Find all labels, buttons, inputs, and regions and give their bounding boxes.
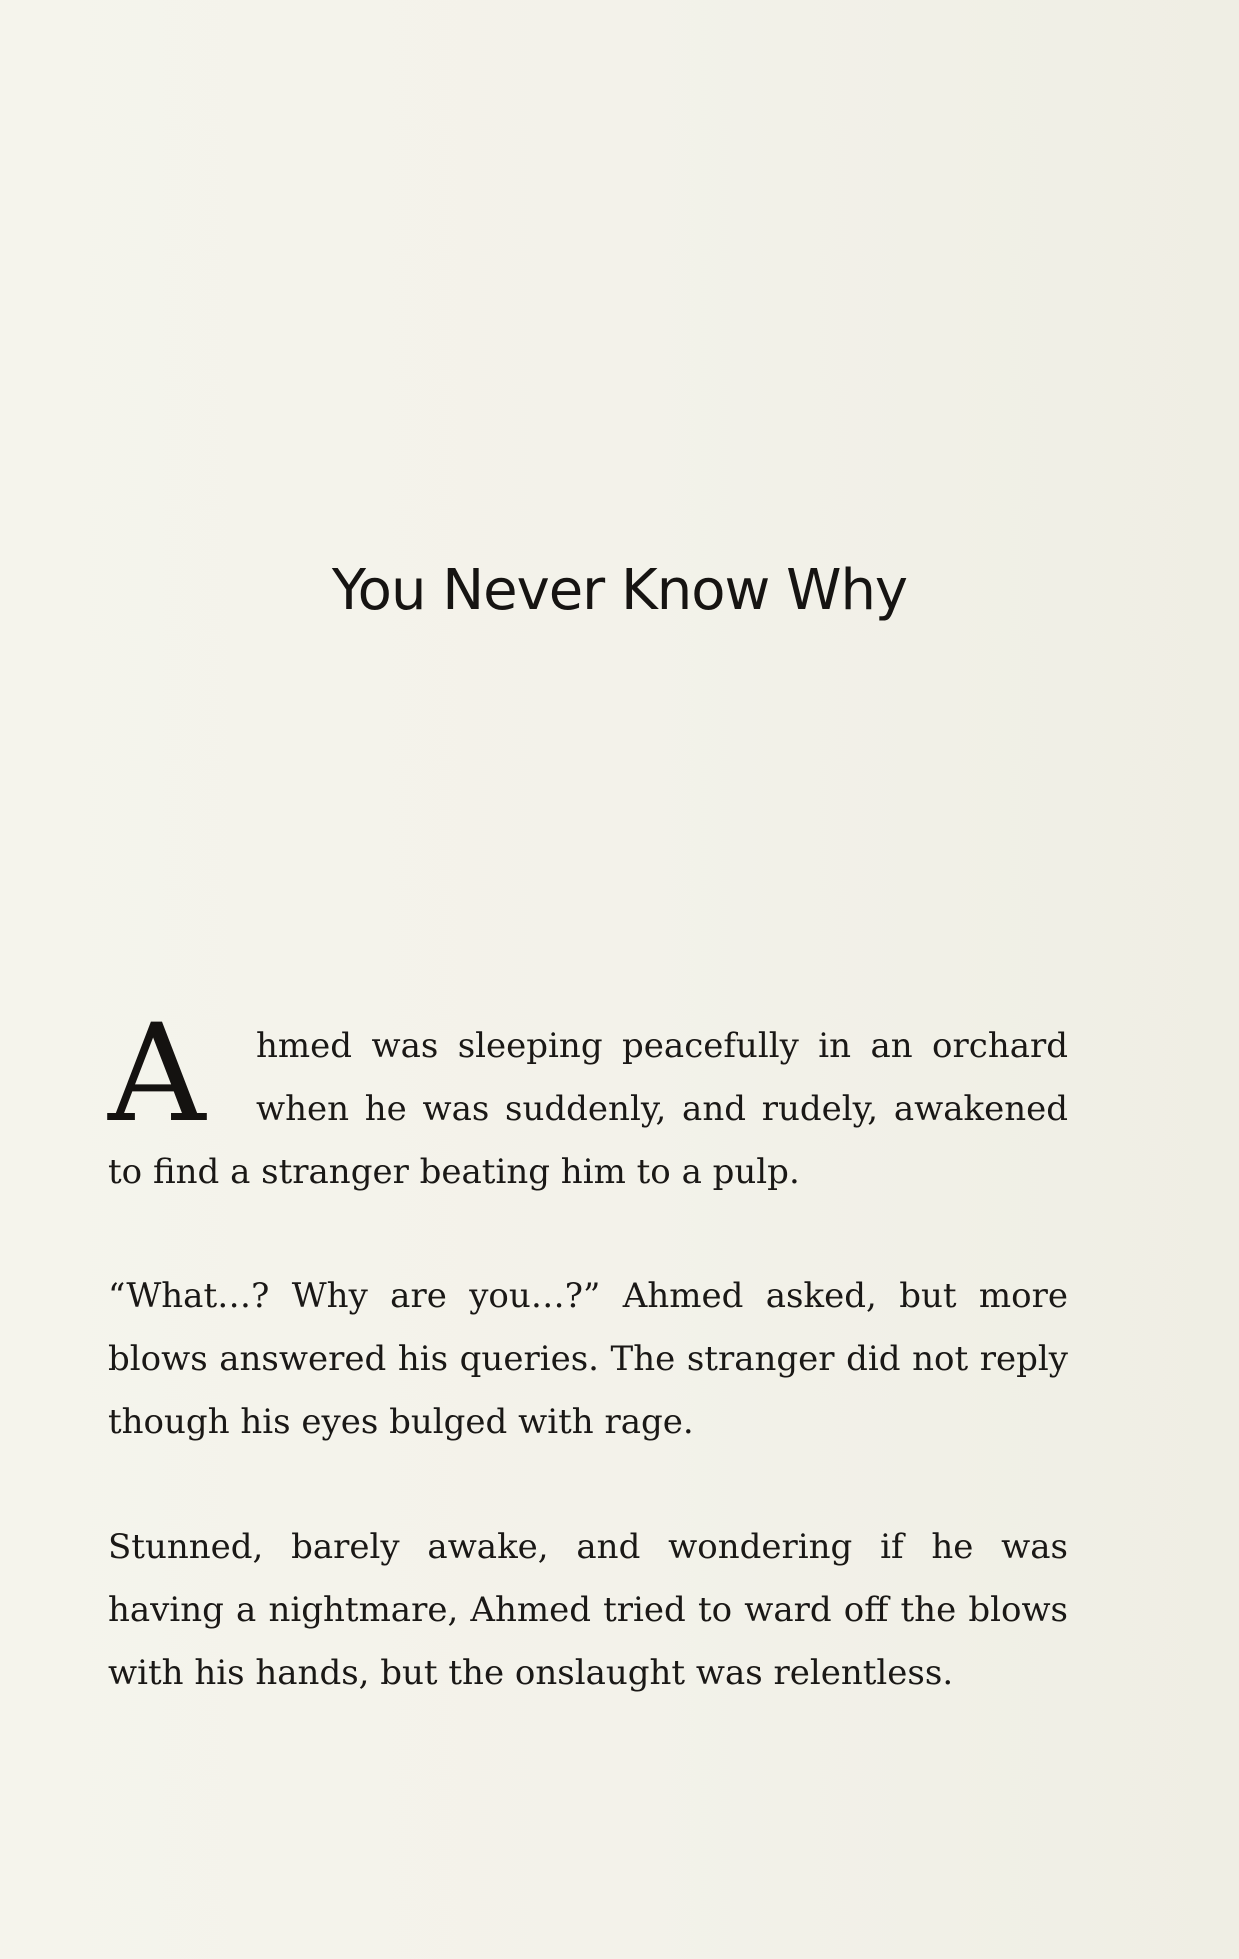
paragraph-opening — [108, 995, 1068, 1204]
paragraph-opening-text: hmed was sleeping peacefully in an orchard when he was suddenly, and rudely, awakened to find a stranger beating him to a pulp. — [108, 1026, 1068, 1192]
paragraph-stunned: Stunned, barely awake, and wondering if he was having a nightmare, Ahmed tried to ward off the blows with his hands, but the onslaught was relentless. — [108, 1527, 1068, 1693]
drop-cap-letter: A — [108, 995, 206, 1152]
paragraph-dialogue: “What…? Why are you…?” Ahmed asked, but more blows answered his queries. The stranger did not reply though his eyes bulged with rage. — [108, 1276, 1068, 1442]
chapter-title: You Never Know Why — [331, 558, 908, 623]
